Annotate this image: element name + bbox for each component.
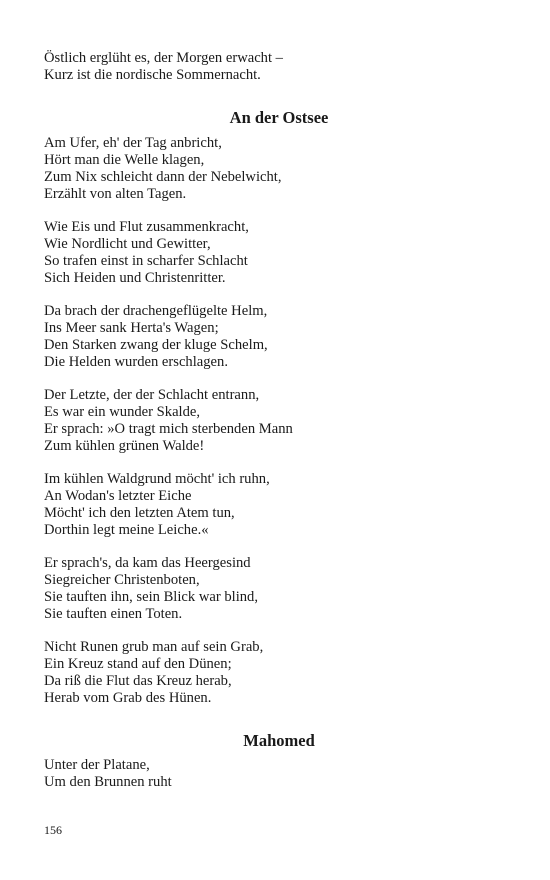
stanza-2 — [44, 219, 514, 287]
verse-line: An Wodan's letzter Eiche — [44, 487, 192, 504]
verse-line: Den Starken zwang der kluge Schelm, — [44, 336, 268, 353]
verse-line: Zum Nix schleicht dann der Nebelwicht, — [44, 168, 282, 185]
verse-line: So trafen einst in scharfer Schlacht — [44, 252, 248, 269]
verse-line: Um den Brunnen ruht — [44, 773, 172, 790]
verse-line: Es war ein wunder Skalde, — [44, 403, 201, 420]
verse-line: Da riß die Flut das Kreuz herab, — [44, 672, 232, 689]
verse-line: Wie Nordlicht und Gewitter, — [44, 235, 211, 252]
verse-line: Dorthin legt meine Leiche.« — [44, 521, 209, 538]
verse-line: Sich Heiden und Christenritter. — [44, 269, 226, 286]
verse-line: Hört man die Welle klagen, — [44, 151, 205, 168]
stanza-3 — [44, 303, 514, 371]
verse-line: Die Helden wurden erschlagen. — [44, 353, 228, 370]
verse-line: Unter der Platane, — [44, 757, 150, 773]
verse-line: Im kühlen Waldgrund möcht' ich ruhn, — [44, 471, 270, 487]
verse-line: Zum kühlen grünen Walde! — [44, 437, 205, 454]
verse-line: Nicht Runen grub man auf sein Grab, — [44, 639, 264, 655]
stanza-6 — [44, 555, 514, 623]
verse-line: Er sprach's, da kam das Heergesind — [44, 555, 251, 571]
verse-line: Wie Eis und Flut zusammenkracht, — [44, 219, 249, 235]
stanza-5 — [44, 471, 514, 539]
stanza-mahomed — [44, 757, 514, 791]
verse-line: Möcht' ich den letzten Atem tun, — [44, 504, 235, 521]
stanza-7 — [44, 639, 514, 707]
verse-line: Kurz ist die nordische Sommernacht. — [44, 66, 261, 83]
intro-stanza — [44, 50, 514, 84]
verse-line: Sie tauften ihn, sein Blick war blind, — [44, 588, 259, 605]
poem-title: Mahomed — [243, 731, 315, 750]
verse-line: Erzählt von alten Tagen. — [44, 185, 187, 202]
verse-line: Herab vom Grab des Hünen. — [44, 689, 212, 706]
verse-line: Östlich erglüht es, der Morgen erwacht – — [44, 50, 283, 66]
verse-line: Er sprach: »O tragt mich sterbenden Mann — [44, 420, 293, 437]
page-number: 156 — [44, 823, 62, 837]
verse-line: Siegreicher Christenboten, — [44, 571, 200, 588]
stanza-4 — [44, 387, 514, 455]
verse-line: Der Letzte, der der Schlacht entrann, — [44, 387, 260, 403]
verse-line: Ein Kreuz stand auf den Dünen; — [44, 655, 232, 672]
verse-line: Am Ufer, eh' der Tag anbricht, — [44, 135, 222, 151]
stanza-1 — [44, 135, 514, 203]
verse-line: Ins Meer sank Herta's Wagen; — [44, 319, 219, 336]
verse-line: Da brach der drachengeflügelte Helm, — [44, 303, 268, 319]
poem-title: An der Ostsee — [229, 108, 329, 127]
verse-line: Sie tauften einen Toten. — [44, 605, 183, 622]
